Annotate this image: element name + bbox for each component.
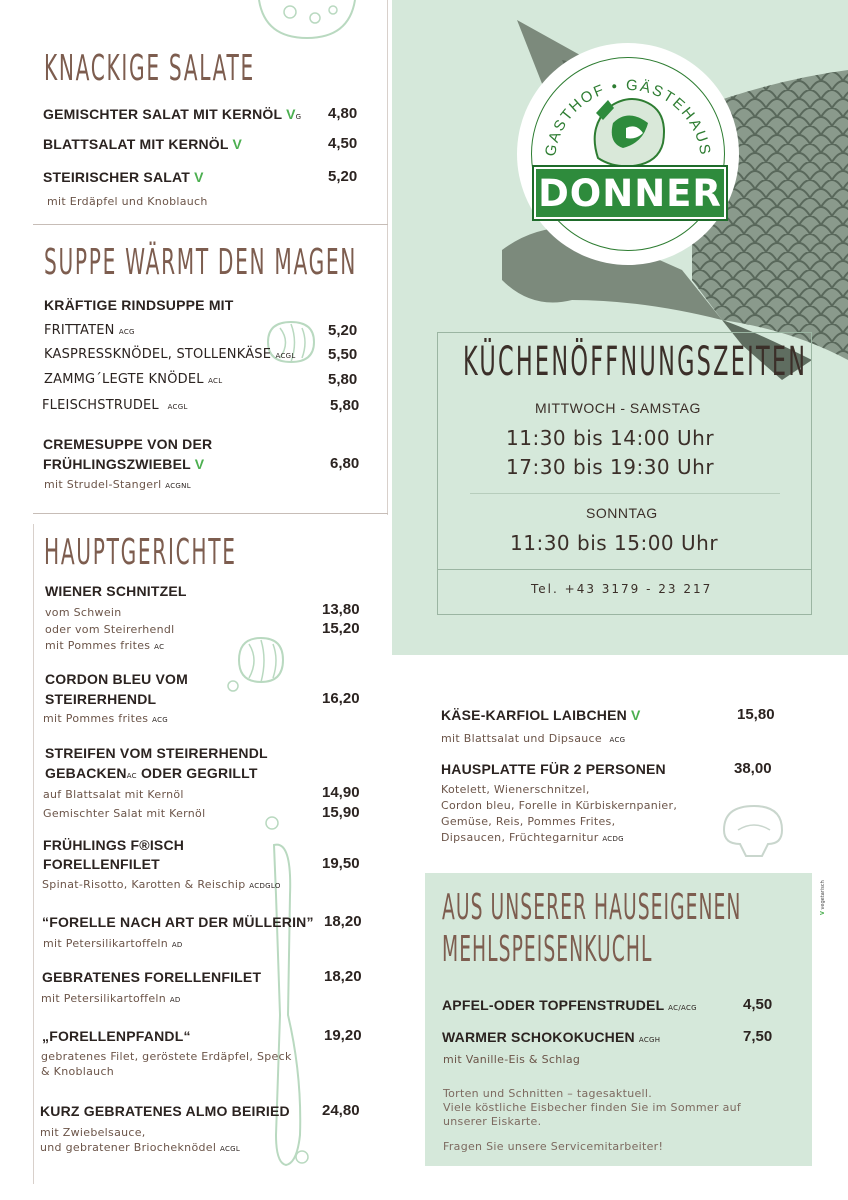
forelle-line1: FRÜHLINGS F®ISCH [43,837,185,853]
cordon-line1: CORDON BLEU VOM [45,671,188,687]
item-name: ZAMMG´LEGTE KNÖDEL [44,372,204,387]
price: 5,20 [328,168,358,185]
item-description [43,937,183,950]
logo-banner [534,167,726,219]
desc-text: Spinat-Risotto, Karotten & Reischip [42,878,246,891]
section-divider-2 [33,513,388,514]
desc-text: mit Petersilikartoffeln [41,992,167,1005]
hours-weekday-label: MITTWOCH - SAMSTAG [535,400,701,416]
item-description [40,1141,240,1154]
item-name: APFEL-ODER TOPFENSTRUDEL [442,997,665,1013]
veg-legend [820,880,830,925]
item-name: STEIRISCHER SALAT [43,169,191,185]
mehlspeisen-title-2: MEHLSPEISENKUCHL [442,929,653,970]
salad-bowl-sketch-icon [255,0,359,40]
menu-item-beiried: KURZ GEBRATENES ALMO BEIRIED [40,1103,290,1119]
menu-item-kaspressknoedel [44,347,296,362]
price: 6,80 [330,455,360,472]
allergen-code: ACGL [275,352,296,360]
mushroom-sketch-icon [718,800,788,860]
desc-text: mit Strudel-Stangerl [44,478,162,491]
price: 4,50 [743,996,773,1013]
price: 16,20 [322,690,360,707]
allergen-code: ACG [152,716,169,724]
item-name: FRÜHLINGSZWIEBEL [43,456,191,472]
price: 13,80 [322,601,360,618]
desc-text: mit Petersilikartoffeln [43,937,169,950]
price: 15,20 [322,620,360,637]
menu-item-kaese-karfiol [441,707,641,723]
item-description [44,478,191,491]
desc-text: und gebratener Briocheknödel [40,1141,217,1154]
allergen-code: ACGL [167,403,188,411]
item-description: mit Erdäpfel und Knoblauch [47,195,208,208]
menu-item-gemischter-salat [43,106,301,122]
veg-legend-label: vegetarisch [820,880,826,910]
dessert-note-1: Torten und Schnitten – tagesaktuell. [443,1087,653,1100]
price: 7,50 [743,1028,773,1045]
item-name: GEMISCHTER SALAT MIT KERNÖL [43,106,282,122]
hours-sunday-label: SONNTAG [586,505,658,521]
item-description [45,639,164,652]
veg-icon: V [286,106,296,122]
allergen-code: AD [169,996,181,1004]
item-name: KÄSE-KARFIOL LAIBCHEN [441,707,627,723]
allergen-code: ACGH [638,1036,661,1044]
suppe-title: SUPPE WÄRMT DEN MAGEN [44,242,358,283]
allergen-code: AC [126,772,137,780]
dessert-note-2: Viele köstliche Eisbecher finden Sie im Sommer auf [443,1101,742,1114]
veg-icon: V [232,136,243,152]
price: 4,80 [328,105,358,122]
item-description [41,992,181,1005]
item-description [441,732,625,745]
price: 19,20 [324,1027,362,1044]
mehlspeisen-title-1: AUS UNSERER HAUSEIGENEN [442,887,742,928]
item-name: ODER GEGRILLT [140,765,258,781]
menu-item-wiener-schnitzel: WIENER SCHNITZEL [45,583,187,599]
logo-emblem-icon [578,88,678,168]
veg-legend-icon: V [820,911,826,915]
price: 15,80 [737,706,775,723]
price: 15,90 [322,804,360,821]
menu-item-blattsalat [43,136,242,152]
allergen-code: ACG [118,328,135,336]
price: 38,00 [734,760,772,777]
item-description: auf Blattsalat mit Kernöl [43,788,184,801]
allergen-code: G [295,113,302,121]
menu-item-schokokuchen [442,1029,660,1045]
hours-weekday-time1: 11:30 bis 14:00 Uhr [506,426,715,450]
price: 4,50 [328,135,358,152]
menu-item-steirischer-salat [43,169,204,185]
allergen-code: ACDGLO [249,882,281,890]
price: 24,80 [322,1102,360,1119]
cremesuppe-line2 [43,456,204,472]
column-divider-bottom [33,524,34,1184]
onion-sketch-icon-2 [225,632,295,694]
hours-sunday-time: 11:30 bis 15:00 Uhr [510,531,719,555]
item-description: Cordon bleu, Forelle in Kürbiskernpanier, [441,799,678,812]
item-description [42,878,281,891]
price: 19,50 [322,855,360,872]
item-description: vom Schwein [45,606,122,619]
menu-item-forellenpfandl: „FORELLENPFANDL“ [42,1028,191,1044]
forelle-line2: FORELLENFILET [43,856,160,872]
menu-item-gebratenes-forellenfilet: GEBRATENES FORELLENFILET [42,969,262,985]
cremesuppe-line1: CREMESUPPE VON DER [43,436,213,452]
item-name: WARMER SCHOKOKUCHEN [442,1029,635,1045]
menu-item-strudel [442,997,697,1013]
allergen-code: ACG [609,736,626,744]
price: 14,90 [322,784,360,801]
item-description: Gemüse, Reis, Pommes Frites, [441,815,616,828]
item-name: BLATTSALAT MIT KERNÖL [43,136,229,152]
dessert-note-3: unserer Eiskarte. [443,1115,542,1128]
rindsuppe-heading: KRÄFTIGE RINDSUPPE MIT [44,297,234,313]
item-name: FRITTATEN [44,323,115,338]
allergen-code: ACL [208,377,223,385]
hours-divider [470,493,780,494]
item-description: mit Zwiebelsauce, [40,1126,146,1139]
desc-text: mit Pommes frites [43,712,149,725]
haupt-title: HAUPTGERICHTE [44,532,237,573]
price: 18,20 [324,913,362,930]
logo-name: DONNER [538,171,722,215]
streifen-line2 [45,765,258,781]
streifen-line1: STREIFEN VOM STEIRERHENDL [45,745,268,761]
hours-title: KÜCHENÖFFNUNGSZEITEN [463,339,808,385]
allergen-code: ACGNL [165,482,191,490]
item-name: GEBACKEN [45,765,127,781]
menu-item-hausplatte: HAUSPLATTE FÜR 2 PERSONEN [441,761,666,777]
allergen-code: AC/ACG [668,1004,697,1012]
salate-title: KNACKIGE SALATE [44,48,255,89]
menu-item-muellerin: “FORELLE NACH ART DER MÜLLERIN” [42,914,314,930]
column-divider-top [387,0,388,515]
hours-weekday-time2: 17:30 bis 19:30 Uhr [506,455,715,479]
price: 5,80 [328,371,358,388]
item-description: Gemischter Salat mit Kernöl [43,807,206,820]
price: 5,50 [328,346,358,363]
desc-text: Dipsaucen, Früchtegarnitur [441,831,599,844]
section-divider-1 [33,224,388,225]
cordon-line2: STEIRERHENDL [45,691,157,707]
item-description [43,712,168,725]
item-description: Kotelett, Wienerschnitzel, [441,783,590,796]
desc-text: mit Blattsalat und Dipsauce [441,732,602,745]
item-description: mit Vanille-Eis & Schlag [443,1053,581,1066]
item-description: & Knoblauch [41,1065,115,1078]
allergen-code: AC [154,643,165,651]
menu-item-fleischstrudel [42,398,188,413]
veg-icon: V [194,456,205,472]
menu-item-zammgelegte-knoedel [44,372,222,387]
allergen-code: ACGL [219,1145,241,1153]
item-description: oder vom Steirerhendl [45,623,175,636]
price: 18,20 [324,968,362,985]
dessert-note-4: Fragen Sie unsere Servicemitarbeiter! [443,1140,664,1153]
price: 5,80 [330,397,360,414]
hours-divider-phone [437,569,812,570]
svg-text:GASTHOF • GÄSTEHAUS: GASTHOF • GÄSTEHAUS [542,76,714,158]
menu-item-frittaten [44,323,135,338]
item-description: gebratenes Filet, geröstete Erdäpfel, Speck [41,1050,292,1063]
item-description [441,831,624,844]
item-name: KASPRESSKNÖDEL, STOLLENKÄSE [44,347,272,362]
item-name: FLEISCHSTRUDEL [42,398,159,413]
price: 5,20 [328,322,358,339]
desc-text: mit Pommes frites [45,639,151,652]
allergen-code: ACDG [602,835,624,843]
allergen-code: AD [171,941,183,949]
hours-phone: Tel. +43 3179 - 23 217 [531,582,713,596]
veg-icon: V [194,169,204,185]
veg-icon: V [631,707,641,723]
